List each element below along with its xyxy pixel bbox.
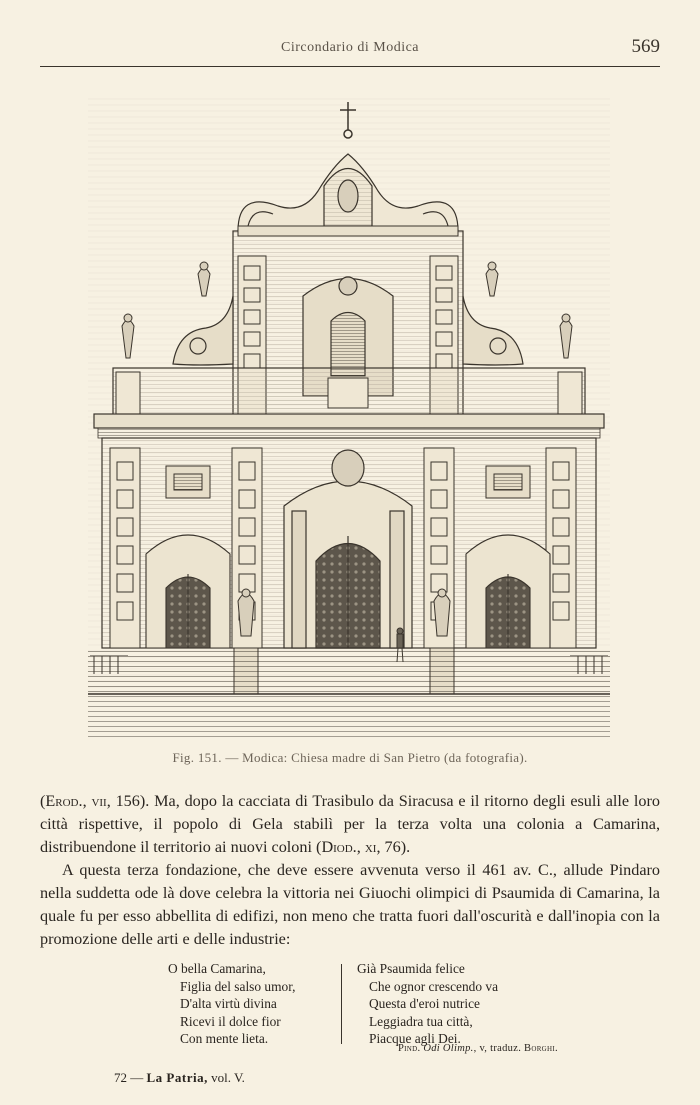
front-steps — [88, 648, 610, 694]
body-text — [40, 790, 660, 951]
poem-left-column — [168, 960, 296, 1048]
poem-line: Con mente lieta. — [180, 1031, 269, 1046]
poem-attribution: Pind. Odi Olimp., v, traduz. Borghi. — [398, 1043, 558, 1054]
citation-erod: Erod. — [45, 792, 83, 810]
poem-line: Leggiadra tua città, — [369, 1013, 473, 1029]
poem-line: Che ognor crescendo va — [369, 978, 499, 994]
poem-line: Già Psaumida felice — [357, 961, 465, 976]
main-entablature — [94, 414, 604, 438]
right-portal — [466, 535, 550, 648]
church-facade-engraving — [88, 96, 610, 738]
running-title: Circondario di Modica — [280, 40, 420, 55]
page-number: 569 — [631, 36, 660, 57]
facade-illustration — [88, 96, 610, 738]
publication-title: La Patria, — [146, 1070, 208, 1085]
poem-right-column — [357, 960, 498, 1048]
footer-signature: 72 — La Patria, vol. V. — [114, 1070, 245, 1085]
poem-line: O bella Camarina, — [168, 961, 266, 976]
figure-caption: Fig. 151. — Modica: Chiesa madre di San Pietro (da fotografia). — [172, 750, 528, 765]
poem-line: Ricevi il dolce fior — [180, 1013, 281, 1029]
left-portal — [146, 535, 230, 648]
poem-line: Questa d'eroi nutrice — [369, 996, 480, 1011]
poem-line: Piacque agli Dei. — [369, 1031, 461, 1046]
poem-line: Figlia del salso umor, — [180, 978, 296, 994]
running-header — [40, 36, 660, 67]
paragraph-2: A questa terza fondazione, che deve essere avvenuta verso il 461 av. C., allude Pindaro nella suddetta ode là dove celebra la vittoria nei Giuochi olimpici di Psaumida di Camarina, la quale fu per esso abbellita di edifizi, non meno che tratta fuori dall'oscurità e dall'inopia con la promozione delle arti e delle industrie: — [40, 861, 660, 948]
poem-divider — [341, 964, 342, 1044]
poem-line: D'alta virtù divina — [180, 996, 277, 1011]
paragraph-1: (Erod., vii, 156). Ma, dopo la cacciata di Trasibulo da Siracusa e il ritorno degli esuli alle loro città rispettive, il popolo di Gela stabilì per la terza volta una colonia a Camarina, distribuendone il territorio ai nuovi coloni (Diod., xi, 76). — [40, 792, 660, 856]
citation-diod: Diod. — [321, 838, 357, 856]
